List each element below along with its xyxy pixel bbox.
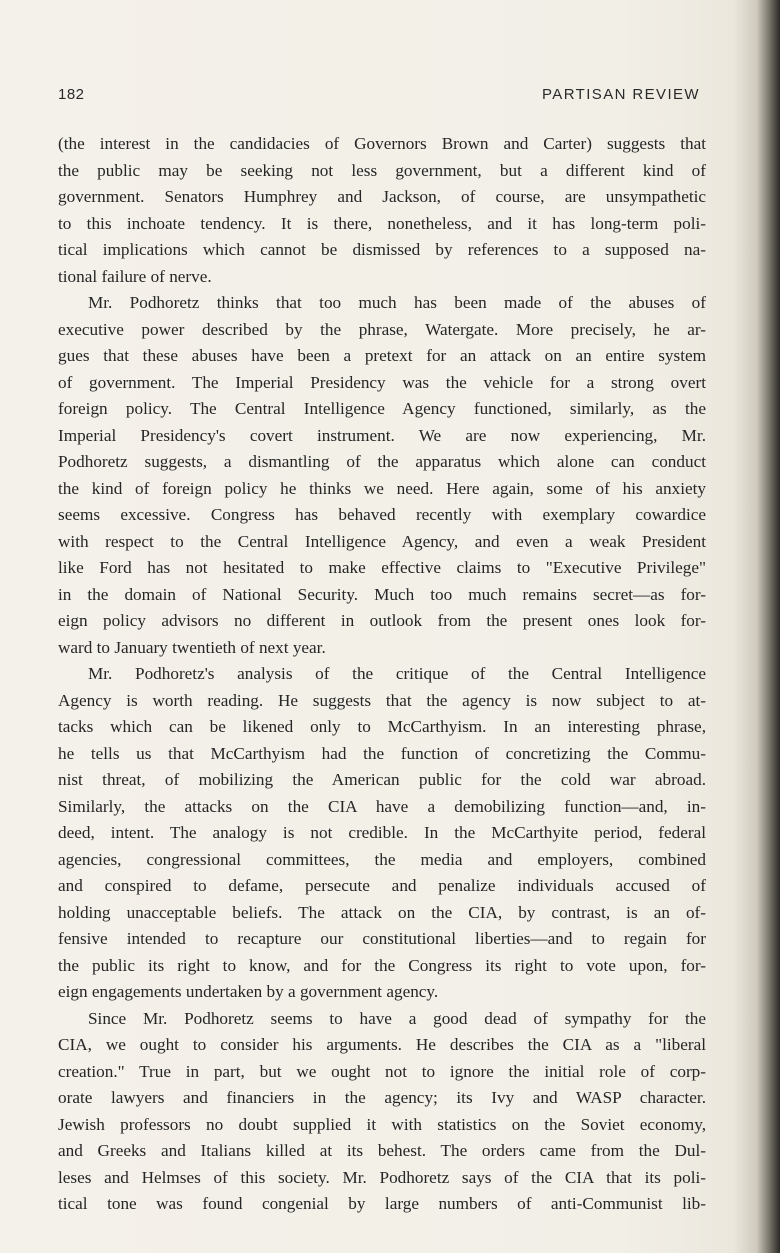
- text-line: the public its right to know, and for the Congress its right to vote upon, for-: [58, 955, 706, 975]
- text-line: Mr. Podhoretz thinks that too much has been made of the abuses of: [88, 293, 706, 312]
- text-line: Jewish professors no doubt supplied it with statistics on the Soviet economy,: [58, 1114, 706, 1134]
- text-line: tacks which can be likened only to McCarthyism. In an interesting phrase,: [58, 717, 706, 736]
- text-line: the kind of foreign policy he thinks we need. Here again, some of his anxiety: [58, 478, 706, 498]
- text-line: deed, intent. The analogy is not credible. In the McCarthyite period, federal: [58, 823, 706, 842]
- text-line: eign policy advisors no different in outlook from the present ones look for-: [58, 611, 706, 630]
- text-line: Since Mr. Podhoretz seems to have a good dead of sympathy for the: [88, 1008, 706, 1028]
- text-line: nist threat, of mobilizing the American public for the cold war abroad.: [58, 770, 706, 789]
- running-head: PARTISAN REVIEW: [542, 86, 700, 103]
- text-line: CIA, we ought to consider his arguments. He describes the CIA as a "liberal: [58, 1035, 706, 1054]
- text-line: holding unacceptable beliefs. The attack on the CIA, by contrast, is an of-: [58, 902, 706, 922]
- text-line: Imperial Presidency's covert instrument. We are now experiencing, Mr.: [58, 425, 706, 445]
- text-line: gues that these abuses have been a pretext for an attack on an entire system: [58, 346, 706, 365]
- text-line: tical implications which cannot be dismissed by references to a supposed na-: [58, 240, 706, 259]
- body-text: [58, 131, 706, 1218]
- text-line: eign engagements undertaken by a government agency.: [58, 982, 439, 1001]
- text-line: government. Senators Humphrey and Jackson, of course, are unsympathetic: [58, 187, 706, 206]
- text-line: orate lawyers and financiers in the agency; its Ivy and WASP character.: [58, 1088, 706, 1107]
- text-line: the public may be seeking not less government, but a different kind of: [58, 160, 706, 180]
- text-line: he tells us that McCarthyism had the function of concretizing the Commu-: [58, 743, 706, 763]
- text-line: Mr. Podhoretz's analysis of the critique of the Central Intelligence: [88, 664, 706, 683]
- text-line: ward to January twentieth of next year.: [58, 637, 326, 657]
- text-line: executive power described by the phrase, Watergate. More precisely, he ar-: [58, 319, 706, 339]
- text-line: leses and Helmses of this society. Mr. Podhoretz says of the CIA that its poli-: [58, 1167, 706, 1187]
- page-header: [58, 86, 700, 110]
- text-line: Agency is worth reading. He suggests that the agency is now subject to at-: [58, 690, 706, 710]
- text-line: Podhoretz suggests, a dismantling of the apparatus which alone can conduct: [58, 452, 706, 471]
- text-line: (the interest in the candidacies of Governors Brown and Carter) suggests that: [58, 134, 706, 153]
- text-line: agencies, congressional committees, the media and employers, combined: [58, 849, 706, 869]
- text-line: like Ford has not hesitated to make effective claims to "Executive Privilege": [58, 558, 706, 577]
- text-line: to this inchoate tendency. It is there, nonetheless, and it has long-term poli-: [58, 213, 706, 233]
- text-line: fensive intended to recapture our constitutional liberties—and to regain for: [58, 929, 706, 948]
- text-line: tional failure of nerve.: [58, 266, 212, 286]
- text-line: creation." True in part, but we ought not to ignore the initial role of corp-: [58, 1061, 706, 1081]
- text-line: foreign policy. The Central Intelligence Agency functioned, similarly, as the: [58, 399, 706, 418]
- text-line: with respect to the Central Intelligence Agency, and even a weak President: [58, 531, 706, 551]
- page-number: 182: [58, 86, 85, 103]
- text-line: seems excessive. Congress has behaved recently with exemplary cowardice: [58, 505, 706, 524]
- text-line: tical tone was found congenial by large numbers of anti-Communist lib-: [58, 1194, 706, 1213]
- text-line: in the domain of National Security. Much too much remains secret—as for-: [58, 584, 706, 604]
- text-line: of government. The Imperial Presidency was the vehicle for a strong overt: [58, 372, 706, 392]
- text-line: and conspired to defame, persecute and penalize individuals accused of: [58, 876, 706, 895]
- text-line: and Greeks and Italians killed at its behest. The orders came from the Dul-: [58, 1141, 706, 1160]
- text-line: Similarly, the attacks on the CIA have a demobilizing function—and, in-: [58, 796, 706, 816]
